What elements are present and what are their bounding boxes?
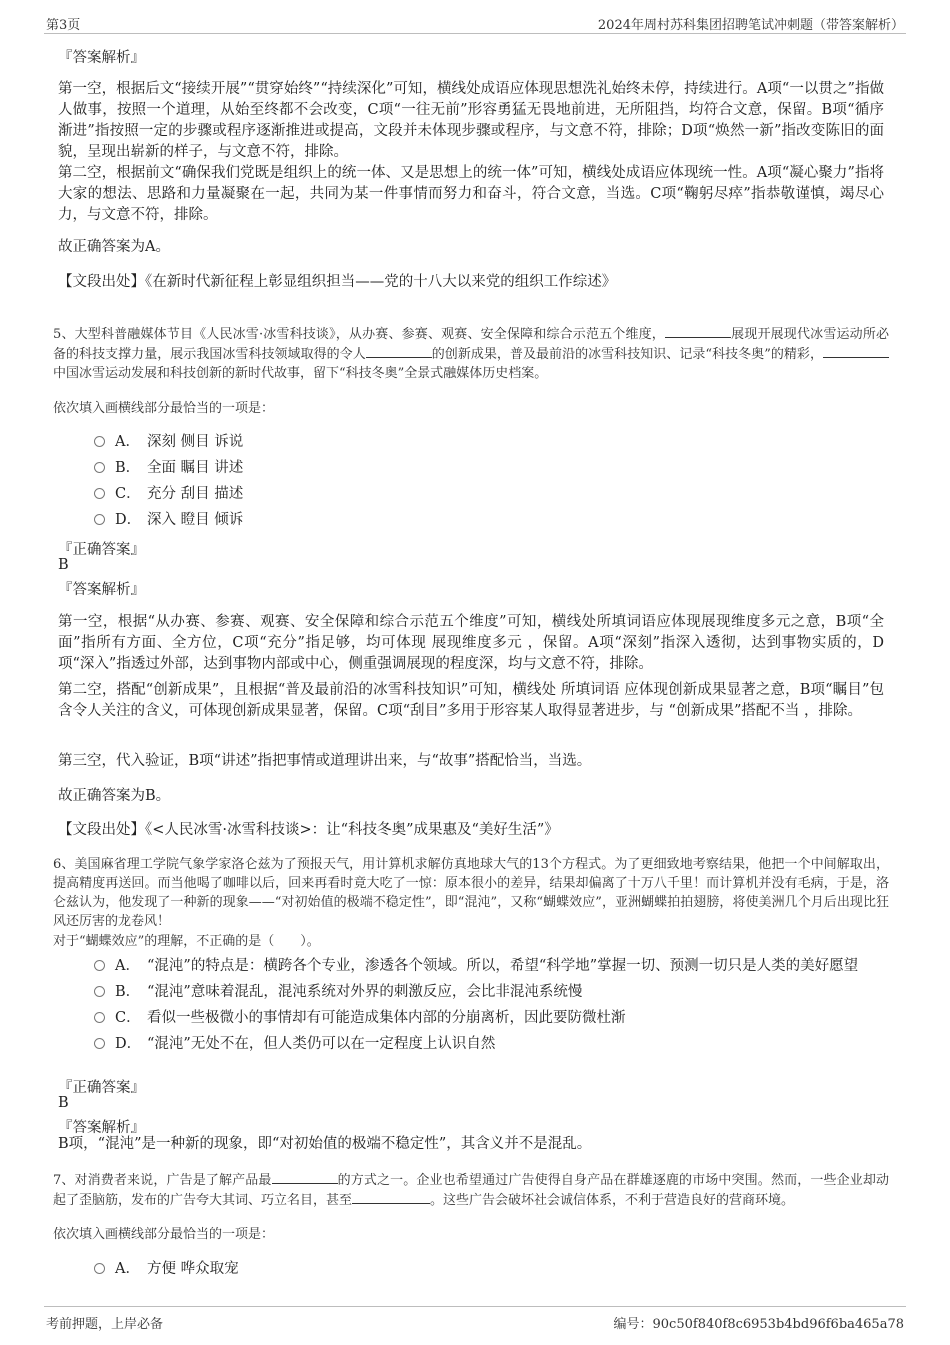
- radio-icon[interactable]: [94, 960, 105, 971]
- q7-stem: [53, 1170, 889, 1210]
- q5-option-b[interactable]: B． 全面 瞩目 讲述: [94, 458, 243, 478]
- q7-stem-part1: 7、对消费者来说，广告是了解产品最: [53, 1173, 272, 1188]
- q6-answer: B: [58, 1095, 69, 1111]
- q5-blank-3: [823, 344, 889, 358]
- q6-answer-tag: 『正确答案』: [58, 1080, 145, 1096]
- q7-prompt: 依次填入画横线部分最恰当的一项是：: [53, 1227, 275, 1242]
- q4-analysis-tag: 『答案解析』: [58, 50, 145, 66]
- radio-icon[interactable]: [94, 1012, 105, 1023]
- q6-option-d[interactable]: D． “混沌”无处不在，但人类仍可以在一定程度上认识自然: [94, 1034, 495, 1054]
- radio-icon[interactable]: [94, 986, 105, 997]
- radio-icon[interactable]: [94, 1038, 105, 1049]
- radio-icon[interactable]: [94, 488, 105, 499]
- q7-blank-1: [272, 1170, 338, 1184]
- q6-analysis: B项，“混沌”是一种新的现象，即“对初始值的极端不稳定性”，其含义并不是混乱。: [58, 1136, 592, 1152]
- q5-answer: B: [58, 557, 69, 573]
- q4-analysis-p2: 第二空，根据前文“确保我们党既是组织上的统一体、又是思想上的统一体”可知，横线处成语应体现统一性。A项“凝心聚力”指将大家的想法、思路和力量凝聚在一起，共同为某一件事情而努力和奋斗，符合文意，当选。C项“鞠躬尽瘁”指恭敬谨慎，竭尽心力，与文意不符，排除。: [58, 165, 884, 223]
- radio-icon[interactable]: [94, 1263, 105, 1274]
- q5-stem: [53, 324, 889, 383]
- q6-analysis-tag: 『答案解析』: [58, 1120, 145, 1136]
- q5-option-a[interactable]: A． 深刻 侧目 诉说: [94, 432, 243, 452]
- q5-option-c[interactable]: C． 充分 刮目 描述: [94, 484, 243, 504]
- header-divider: [44, 33, 906, 34]
- q6-stem: 6、美国麻省理工学院气象学家洛仑兹为了预报天气，用计算机求解仿真地球大气的13个方程式。为了更细致地考察结果，他把一个中间解取出，提高精度再送回。而当他喝了咖啡以后，回来再看时竟大吃了一惊：原本很小的差异，结果却偏离了十万八千里！而计算机并没有毛病，于是，洛仑兹认为，他发现了一种新的现象——“对初始值的极端不稳定性”，即“混沌”，又称“蝴蝶效应”，亚洲蝴蝶拍拍翅膀，将使美洲几个月后出现比狂风还厉害的龙卷风！: [53, 857, 889, 929]
- q4-source: 【文段出处】《在新时代新征程上彰显组织担当——党的十八大以来党的组织工作综述》: [58, 274, 617, 290]
- q7-stem-part3: 。这些广告会破坏社会诚信体系，不利于营造良好的营商环境。: [430, 1193, 795, 1208]
- q5-stem-part1: 5、大型科普融媒体节目《人民冰雪·冰雪科技谈》，从办赛、参赛、观赛、安全保障和综合示范五个维度，: [53, 327, 665, 342]
- radio-icon[interactable]: [94, 462, 105, 473]
- q5-blank-1: [665, 324, 731, 338]
- q6-option-c[interactable]: C． 看似一些极微小的事情却有可能造成集体内部的分崩离析，因此要防微杜渐: [94, 1008, 626, 1028]
- radio-icon[interactable]: [94, 436, 105, 447]
- q5-answer-tag: 『正确答案』: [58, 542, 145, 558]
- q4-conclusion: 故正确答案为A。: [58, 239, 170, 255]
- q6-option-a[interactable]: A． “混沌”的特点是：横跨各个专业，渗透各个领域。所以，希望“科学地”掌握一切、预测一切只是人类的美好愿望: [94, 956, 858, 976]
- footer-slogan: 考前押题，上岸必备: [46, 1317, 164, 1332]
- page-number: 第3页: [46, 18, 81, 33]
- q5-analysis-p1: 第一空，根据“从办赛、参赛、观赛、安全保障和综合示范五个维度”可知，横线处所填词语应体现展现维度多元之意，B项“全面”指所有方面、全方位，C项“充分”指足够，均可体现 展现维度多元 ，保留。A项“深刻”指深入透彻，达到事物实质的，D项“深入”指透过外部，达到事物内部或中心，侧重强调展现的程度深，均与文意不符，排除。: [58, 614, 884, 672]
- q5-conclusion: 故正确答案为B。: [58, 788, 171, 804]
- q7-option-a[interactable]: A． 方便 哗众取宠: [94, 1259, 239, 1279]
- q6-prompt: 对于“蝴蝶效应”的理解，不正确的是（ ）。: [53, 934, 320, 949]
- document-id: 编号：90c50f840f8c6953b4bd96f6ba465a78: [613, 1317, 904, 1332]
- document-title: 2024年周村苏科集团招聘笔试冲刺题（带答案解析）: [597, 18, 904, 33]
- q5-analysis-p3: 第三空，代入验证，B项“讲述”指把事情或道理讲出来，与“故事”搭配恰当，当选。: [58, 753, 592, 769]
- q5-option-d[interactable]: D． 深入 瞪目 倾诉: [94, 510, 243, 530]
- q5-prompt: 依次填入画横线部分最恰当的一项是：: [53, 401, 275, 416]
- q4-analysis-p1: 第一空，根据后文“接续开展”“贯穿始终”“持续深化”可知，横线处成语应体现思想洗礼始终未停，持续进行。A项“一以贯之”指做人做事，按照一个道理，从始至终都不会改变，C项“一往无前”形容勇猛无畏地前进，无所阻挡，均符合文意，保留。B项“循序渐进”指按照一定的步骤或程序逐渐推进或提高，文段并未体现步骤或程序，与文意不符，排除；D项“焕然一新”指改变陈旧的面貌，呈现出崭新的样子，与文意不符，排除。: [58, 81, 884, 160]
- q5-stem-part2: 展现开展现代冰雪运动所必备的科技支撑力量，展示我国冰雪科技领域取得的令人: [53, 327, 889, 362]
- q6-option-b[interactable]: B． “混沌”意味着混乱，混沌系统对外界的刺激反应，会比非混沌系统慢: [94, 982, 582, 1002]
- q5-analysis-tag: 『答案解析』: [58, 582, 145, 598]
- q5-stem-part3: 的创新成果，普及最前沿的冰雪科技知识、记录“科技冬奥”的精彩，: [431, 347, 823, 362]
- footer-divider: [44, 1306, 906, 1307]
- q7-stem-part2: 的方式之一。企业也希望通过广告使得自身产品在群雄逐鹿的市场中突围。然而，一些企业却动起了歪脑筋，发布的广告夸大其词、巧立名目，甚至: [53, 1173, 889, 1208]
- q5-source: 【文段出处】《<人民冰雪·冰雪科技谈>：让“科技冬奥”成果惠及“美好生活”》: [58, 822, 559, 838]
- q5-analysis-p2: 第二空，搭配“创新成果”，且根据“普及最前沿的冰雪科技知识”可知，横线处 所填词语 应体现创新成果显著之意，B项“瞩目”包含令人关注的含义，可体现创新成果显著，保留。C项“刮目”多用于形容某人取得显著进步，与 “创新成果”搭配不当 ，排除。: [58, 682, 884, 719]
- radio-icon[interactable]: [94, 514, 105, 525]
- q5-stem-part4: 中国冰雪运动发展和科技创新的新时代故事，留下“科技冬奥”全景式融媒体历史档案。: [53, 366, 548, 381]
- q7-blank-2: [352, 1190, 430, 1204]
- q5-blank-2: [366, 344, 432, 358]
